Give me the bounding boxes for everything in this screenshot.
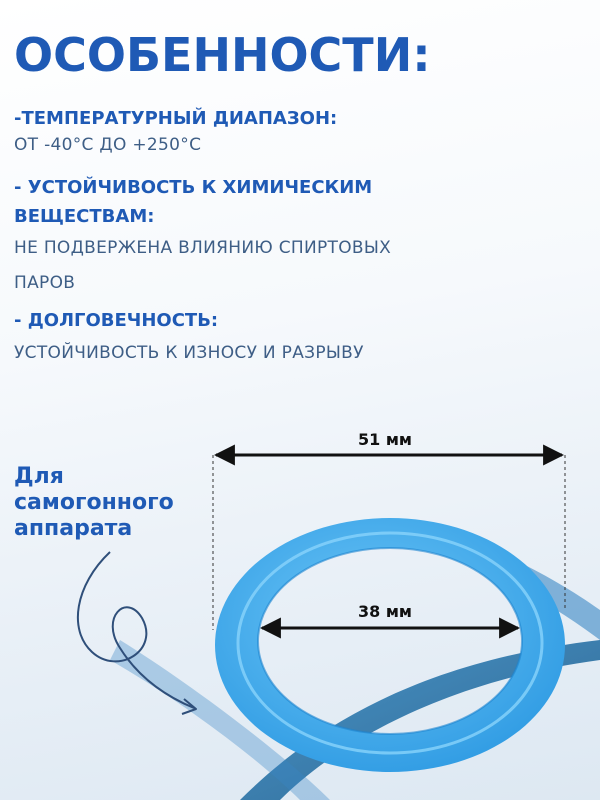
ring-inner-edge	[258, 548, 522, 734]
curly-arrow-icon	[78, 552, 196, 714]
feature-temperature-title: -ТЕМПЕРАТУРНЫЙ ДИАПАЗОН:	[14, 108, 338, 129]
ring-groove	[238, 533, 542, 753]
callout-line-2: самогонного	[14, 490, 174, 515]
feature-chemical-title-line2: ВЕЩЕСТВАМ:	[14, 206, 155, 227]
feature-durability-title: - ДОЛГОВЕЧНОСТЬ:	[14, 310, 219, 331]
outer-dimension-label: 51 мм	[358, 430, 412, 449]
callout-line-1: Для	[14, 464, 64, 489]
callout-line-3: аппарата	[14, 516, 133, 541]
feature-durability-desc: УСТОЙЧИВОСТЬ К ИЗНОСУ И РАЗРЫВУ	[14, 343, 364, 363]
feature-temperature-desc: ОТ -40°С ДО +250°С	[14, 135, 202, 155]
feature-chemical-desc-line1: НЕ ПОДВЕРЖЕНА ВЛИЯНИЮ СПИРТОВЫХ	[14, 238, 392, 258]
inner-dimension-label: 38 мм	[358, 602, 412, 621]
feature-chemical-desc-line2: ПАРОВ	[14, 273, 76, 293]
feature-chemical-title-line1: - УСТОЙЧИВОСТЬ К ХИМИЧЕСКИМ	[14, 177, 373, 198]
page-heading: ОСОБЕННОСТИ:	[14, 28, 431, 82]
